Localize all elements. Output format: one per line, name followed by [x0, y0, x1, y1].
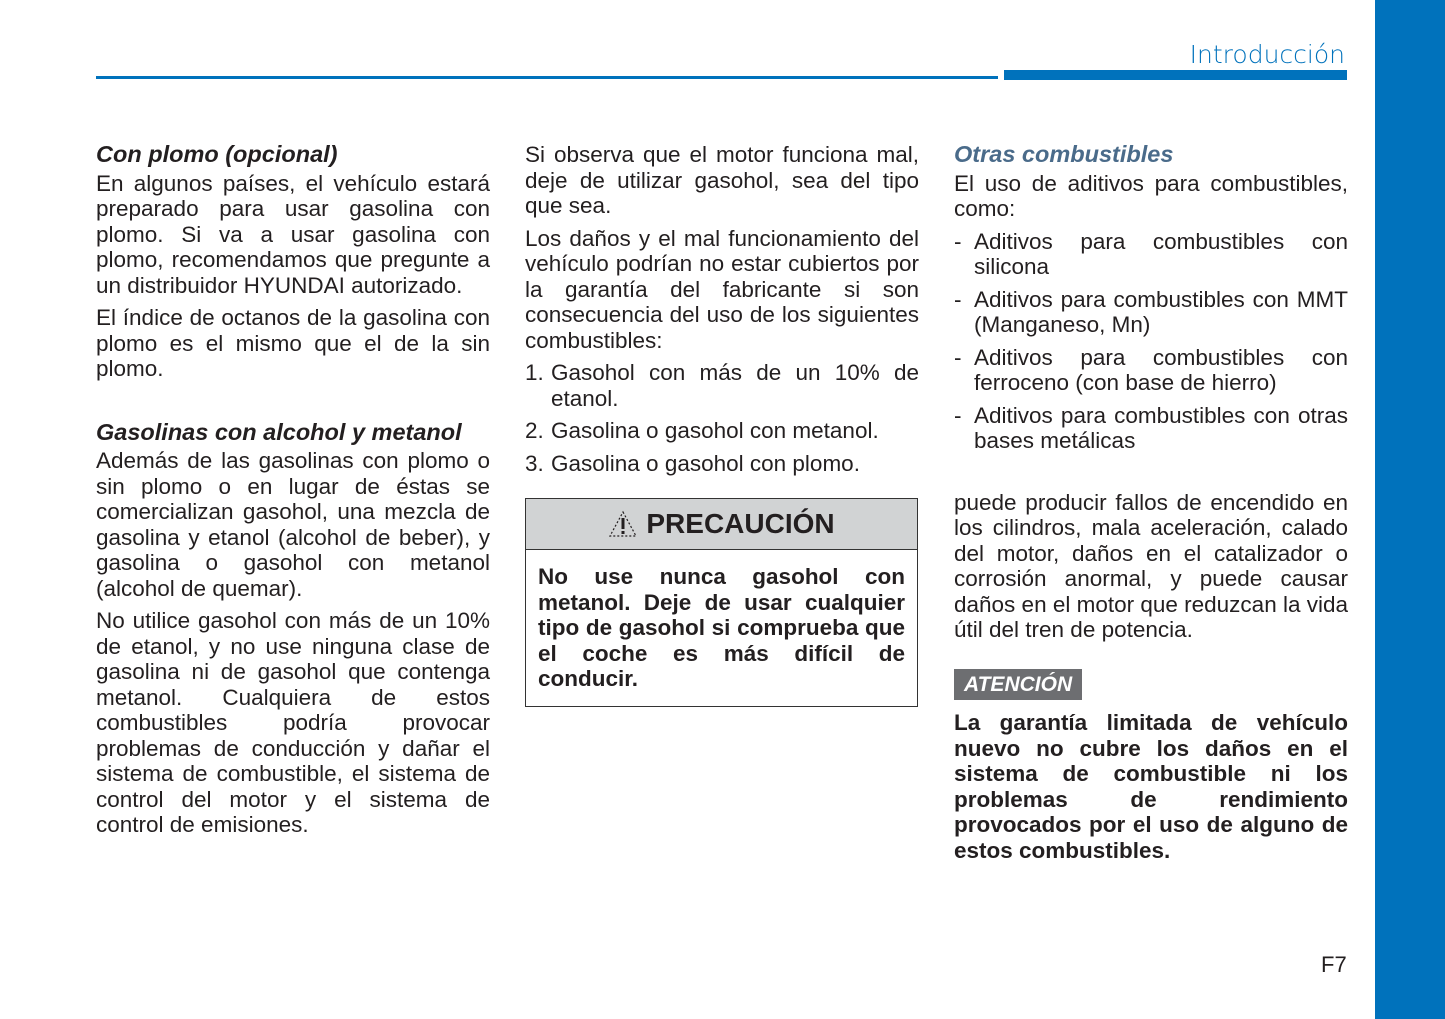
header-rule-accent	[1004, 70, 1347, 80]
warning-triangle-icon	[608, 510, 638, 538]
notice-text: La garantía limitada de vehículo nuevo no cubre los daños en el sistema de combustible ni los problemas de rendimiento provocados por el uso de alguno de estos combustibles.	[954, 710, 1348, 863]
list-text: Aditivos para combustibles con silicona	[974, 228, 1348, 279]
numbered-list	[525, 360, 919, 476]
section-title: Introducción	[1189, 40, 1345, 69]
list-text: Gasolina o gasohol con plomo.	[551, 450, 860, 476]
list-text: Aditivos para combustibles con ferroceno (con base de hierro)	[974, 344, 1348, 395]
dash-list	[954, 229, 1348, 454]
paragraph: No utilice gasohol con más de un 10% de etanol, y no use ninguna clase de gasolina ni de gasohol que contenga metanol. Cualquiera de estos combustibles podría provocar problemas de conducción y dañar el sistema de combustible, el sistema de control del motor y el sistema de control de emisiones.	[96, 608, 490, 837]
caution-header	[526, 499, 917, 550]
notice-badge: ATENCIÓN	[954, 669, 1082, 701]
list-dash: -	[954, 286, 962, 312]
list-text: Gasolina o gasohol con metanol.	[551, 418, 879, 443]
list-dash: -	[954, 344, 962, 370]
list-text: Aditivos para combustibles con otras bases metálicas	[974, 402, 1348, 453]
list-item	[525, 360, 919, 411]
list-dash: -	[954, 228, 962, 254]
caution-text: No use nunca gasohol con metanol. Deje de usar cualquier tipo de gasohol si comprueba que el coche es más difícil de conducir.	[538, 564, 905, 691]
list-item	[954, 403, 1348, 454]
list-item	[954, 287, 1348, 338]
caution-box	[525, 498, 918, 707]
heading-con-plomo: Con plomo (opcional)	[96, 141, 338, 167]
list-item	[525, 451, 919, 477]
paragraph: puede producir fallos de encendido en los cilindros, mala aceleración, calado del motor, daños en el catalizador o corrosión anormal, y puede causar daños en el motor que reduzcan la vida útil del tren de potencia.	[954, 489, 1349, 642]
column-1	[96, 142, 490, 845]
heading-gasolinas-alcohol: Gasolinas con alcohol y metanol	[96, 418, 462, 445]
paragraph: Si observa que el motor funciona mal, deje de utilizar gasohol, sea del tipo que sea.	[525, 142, 919, 218]
list-text: Aditivos para combustibles con MMT (Manganeso, Mn)	[974, 286, 1348, 337]
list-text: Gasohol con más de un 10% de etanol.	[551, 360, 919, 411]
header-rule	[96, 76, 998, 79]
list-item	[954, 345, 1348, 396]
list-item	[954, 229, 1348, 280]
paragraph: El índice de octanos de la gasolina con plomo es el mismo que el de la sin plomo.	[96, 305, 490, 381]
caution-title: PRECAUCIÓN	[646, 508, 835, 539]
page-number: F7	[1321, 952, 1347, 977]
paragraph: El uso de aditivos para combustibles, como:	[954, 170, 1348, 221]
list-dash: -	[954, 402, 962, 428]
column-3	[954, 142, 1348, 870]
column-2	[525, 142, 919, 483]
list-number: 3.	[525, 450, 544, 476]
list-item	[525, 418, 919, 444]
paragraph: Los daños y el mal funcionamiento del vehículo podrían no estar cubiertos por la garantía del fabricante si son consecuencia del uso de los siguientes combustibles:	[525, 225, 919, 353]
paragraph: En algunos países, el vehículo estará preparado para usar gasolina con plomo. Si va a usar gasolina con plomo, recomendamos que pregunte a un distribuidor HYUNDAI autorizado.	[96, 170, 490, 298]
list-number: 2.	[525, 418, 544, 443]
heading-otras-combustibles: Otras combustibles	[954, 141, 1174, 167]
chapter-sidebar-tab	[1375, 0, 1445, 1019]
paragraph: Además de las gasolinas con plomo o sin plomo o en lugar de éstas se comercializan gasohol, una mezcla de gasolina y etanol (alcohol de beber), y gasolina o gasohol con metanol (alcohol de quemar).	[96, 448, 490, 601]
list-number: 1.	[525, 360, 544, 385]
